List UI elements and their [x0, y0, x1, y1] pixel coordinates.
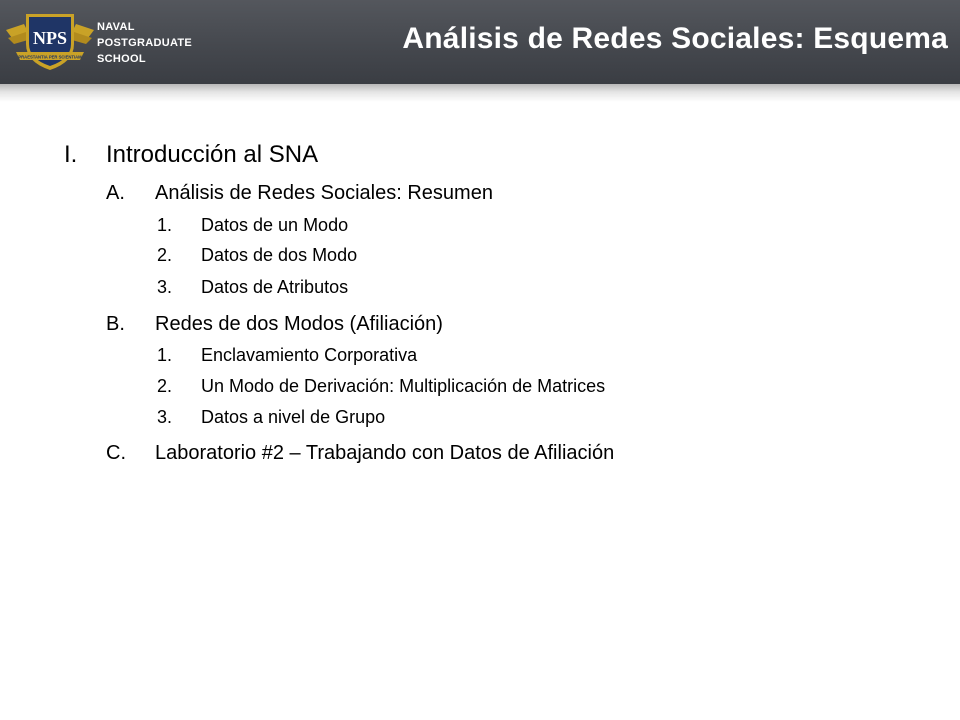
outline-marker: 3. [157, 277, 173, 297]
wordmark-line: SCHOOL [97, 53, 146, 65]
outline-subitem-text: Datos de Atributos [201, 277, 349, 297]
outline-marker: I. [64, 141, 78, 168]
outline-item-text: Laboratorio #2 – Trabajando con Datos de Afiliación [155, 442, 615, 464]
outline-marker: B. [106, 313, 125, 335]
outline-item-text: Redes de dos Modos (Afiliación) [155, 313, 443, 335]
outline-section-text: Introducción al SNA [106, 141, 319, 168]
outline-marker: A. [106, 182, 125, 204]
outline-subitem-text: Un Modo de Derivación: Multiplicación de Matrices [201, 376, 606, 396]
outline-marker: 2. [157, 245, 173, 265]
outline-subitem-text: Enclavamiento Corporativa [201, 345, 418, 365]
slide-title: Análisis de Redes Sociales: Esquema [402, 22, 948, 55]
wordmark-line: POSTGRADUATE [97, 37, 193, 49]
svg-text:PRAESTANTIA PER SCIENTIAM: PRAESTANTIA PER SCIENTIAM [18, 54, 82, 60]
svg-text:NPS: NPS [32, 28, 68, 48]
outline-marker: 1. [157, 215, 173, 235]
outline-marker: 1. [157, 345, 173, 365]
outline-item-text: Análisis de Redes Sociales: Resumen [155, 182, 493, 204]
wordmark-line: NAVAL [97, 21, 135, 33]
outline-marker: 3. [157, 407, 173, 427]
outline-marker: C. [106, 442, 126, 464]
outline-subitem-text: Datos a nivel de Grupo [201, 407, 386, 427]
outline-marker: 2. [157, 376, 173, 396]
outline-subitem-text: Datos de un Modo [201, 215, 349, 235]
outline-subitem-text: Datos de dos Modo [201, 245, 358, 265]
